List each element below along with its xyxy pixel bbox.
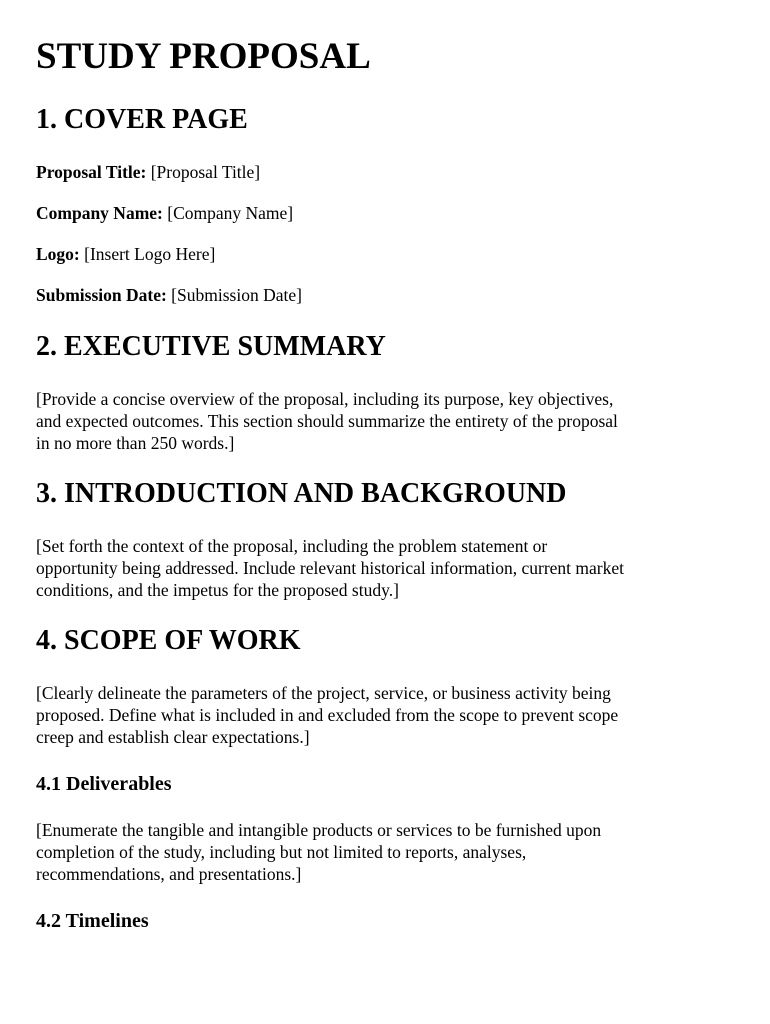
field-label: Company Name: bbox=[36, 203, 163, 223]
subsection-heading-timelines: 4.2 Timelines bbox=[36, 910, 149, 932]
paragraph-line: in no more than 250 words.] bbox=[36, 433, 235, 453]
section-heading-cover: 1. COVER PAGE bbox=[36, 104, 248, 135]
field-value: [Company Name] bbox=[167, 203, 294, 223]
field-value: [Submission Date] bbox=[171, 285, 302, 305]
paragraph-line: [Enumerate the tangible and intangible products or services to be furnished upon bbox=[36, 820, 602, 840]
deliverables-paragraph bbox=[36, 819, 736, 885]
executive-summary-paragraph bbox=[36, 388, 736, 454]
field-label: Proposal Title: bbox=[36, 162, 147, 182]
field-submission-date bbox=[36, 284, 302, 306]
paragraph-line: opportunity being addressed. Include relevant historical information, current market bbox=[36, 558, 625, 578]
section-heading-executive-summary: 2. EXECUTIVE SUMMARY bbox=[36, 331, 386, 362]
field-proposal-title bbox=[36, 161, 260, 183]
scope-paragraph bbox=[36, 682, 736, 748]
paragraph-line: recommendations, and presentations.] bbox=[36, 864, 302, 884]
paragraph-line: completion of the study, including but not limited to reports, analyses, bbox=[36, 842, 527, 862]
introduction-paragraph bbox=[36, 535, 736, 601]
field-company-name bbox=[36, 202, 293, 224]
field-value: [Proposal Title] bbox=[150, 162, 261, 182]
paragraph-line: [Provide a concise overview of the proposal, including its purpose, key objectives, bbox=[36, 389, 614, 409]
paragraph-line: [Set forth the context of the proposal, including the problem statement or bbox=[36, 536, 548, 556]
document-title: STUDY PROPOSAL bbox=[36, 36, 371, 77]
section-heading-scope: 4. SCOPE OF WORK bbox=[36, 625, 301, 656]
field-logo bbox=[36, 243, 215, 265]
paragraph-line: creep and establish clear expectations.] bbox=[36, 727, 310, 747]
paragraph-line: proposed. Define what is included in and excluded from the scope to prevent scope bbox=[36, 705, 619, 725]
subsection-heading-deliverables: 4.1 Deliverables bbox=[36, 773, 172, 795]
paragraph-line: and expected outcomes. This section should summarize the entirety of the proposal bbox=[36, 411, 618, 431]
field-value: [Insert Logo Here] bbox=[84, 244, 216, 264]
paragraph-line: [Clearly delineate the parameters of the project, service, or business activity being bbox=[36, 683, 611, 703]
field-label: Submission Date: bbox=[36, 285, 167, 305]
section-heading-introduction: 3. INTRODUCTION AND BACKGROUND bbox=[36, 478, 567, 509]
field-label: Logo: bbox=[36, 244, 80, 264]
paragraph-line: conditions, and the impetus for the proposed study.] bbox=[36, 580, 399, 600]
